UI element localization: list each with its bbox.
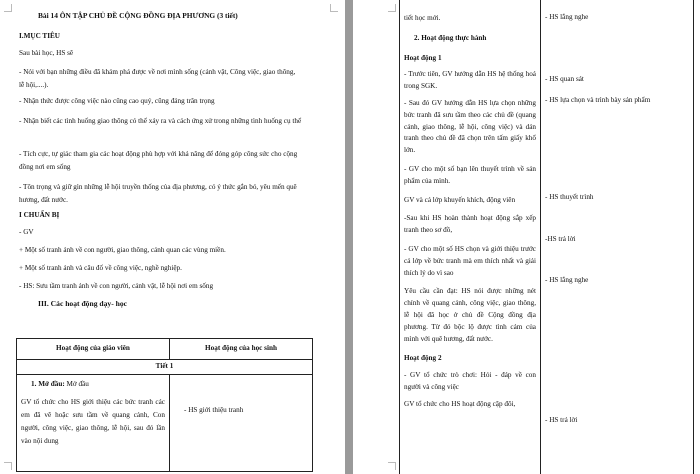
- teacher-text: tiết học mới.: [404, 14, 441, 22]
- period-label: Tiết 1: [17, 360, 313, 375]
- objective-item: - Tôn trọng và giữ gìn những lễ hội truyền thống của địa phương, có ý thức gắn bó, yêu mến quê hương, đất nước.: [19, 183, 297, 204]
- margin-mark-top-left: [388, 4, 396, 12]
- student-text: - HS giới thiệu tranh: [184, 406, 244, 414]
- prep-item: + Một số tranh ảnh và câu đố về công việc, nghề nghiệp.: [19, 264, 182, 272]
- teacher-text: - GV cho một số bạn lên thuyết trình về sản phẩm của mình.: [404, 164, 536, 185]
- margin-mark-top-left: [4, 4, 12, 12]
- header-student: Hoạt động của học sinh: [170, 339, 313, 360]
- warmup-heading: [21, 379, 165, 391]
- objective-item: - Nhận thức được công việc nào cũng cao quý, cũng đáng trân trọng: [19, 97, 215, 105]
- table-header-row: [17, 339, 313, 360]
- prep-item: - HS: Sưu tầm tranh ảnh về con người, cảnh vật, lễ hội nơi em sống: [19, 282, 214, 290]
- table-row: [400, 0, 694, 474]
- warmup-title: Mở đầu: [66, 380, 89, 388]
- margin-mark-bottom-left: [388, 462, 396, 470]
- table-row-period: [17, 360, 313, 375]
- lesson-title: Bài 14 ÔN TẬP CHỦ ĐỀ CỘNG ĐỒNG ĐỊA PHƯƠNG (3 tiết): [38, 11, 238, 20]
- student-text: - HS lắng nghe: [545, 276, 589, 284]
- teacher-text: GV tổ chức cho HS giới thiệu các bức tranh các em đã vẽ hoặc sưu tầm về quang cảnh, Con người, công việc, giao thông, lễ hội, sau đó lần vào nội dung: [21, 397, 165, 445]
- header-teacher: Hoạt động của giáo viên: [17, 339, 170, 360]
- margin-mark-bottom-left: [4, 462, 12, 470]
- teacher-text: GV tổ chức cho HS hoạt động cặp đôi,: [404, 399, 516, 408]
- objective-item: - Nhận biết các tình huống giao thông có thể xảy ra và cách ứng xử trong những tình huống cụ thể: [19, 117, 302, 125]
- activity-2-label: Hoạt động 2: [404, 354, 442, 363]
- table-row: [17, 375, 313, 472]
- activity-1-label: Hoạt động 1: [404, 53, 442, 62]
- student-text: -HS trả lời: [545, 235, 576, 243]
- activities-table: [16, 338, 313, 472]
- teacher-text: - Trước tiên, GV hướng dẫn HS hệ thống hoá trong SGK.: [404, 70, 536, 91]
- prep-item: - GV: [19, 228, 34, 236]
- student-text: - HS trả lời: [545, 416, 578, 424]
- student-cell: [541, 0, 694, 474]
- heading-activities: III. Các hoạt động dạy- học: [38, 299, 128, 308]
- student-text: - HS quan sát: [545, 75, 584, 83]
- student-text: - HS thuyết trình: [545, 193, 594, 201]
- teacher-text: GV và cả lớp khuyến khích, động viên: [404, 195, 516, 204]
- student-cell: [170, 375, 313, 472]
- heading-objectives: I.MỤC TIÊU: [19, 32, 61, 40]
- objective-item: - Tích cực, tự giác tham gia các hoạt động phù hợp với khả năng để đóng góp công sức cho cộng đồng nơi em sống: [19, 150, 298, 171]
- warmup-label: 1. Mở đầu:: [31, 380, 65, 388]
- document-page-left: [0, 0, 345, 474]
- teacher-text: - GV cho một số HS chọn và giới thiệu trước cả lớp về bức tranh mà em thích nhất và giải thích lý do vì sao: [404, 244, 536, 277]
- margin-mark-top-right: [330, 4, 338, 12]
- teacher-cell: [400, 0, 541, 474]
- teacher-text: -Sau khi HS hoàn thành hoạt động sắp xếp tranh theo sơ đồ,: [404, 214, 536, 235]
- teacher-cell: [17, 375, 170, 472]
- student-text: - HS lắng nghe: [545, 13, 589, 21]
- document-page-right: [353, 0, 700, 474]
- heading-preparation: I CHUẨN BỊ: [19, 211, 60, 219]
- activities-table-continued: [399, 0, 694, 474]
- teacher-text: Yêu cầu cần đạt: HS nói được những nét chính về quang cảnh, công việc, giao thông, lễ hội đã học ở chủ đề Cộng đồng địa phương. Từ đó bộc lộ được tình cảm của mình với quê hương, đất nước.: [404, 287, 536, 343]
- section-practice: 2. Hoạt động thực hành: [414, 33, 487, 42]
- prep-item: + Một số tranh ảnh về con người, giao thông, cảnh quan các vùng miền.: [19, 246, 226, 254]
- teacher-text: - GV tổ chức trò chơi: Hỏi - đáp về con người và công việc: [404, 371, 536, 391]
- student-text: - HS lựa chọn và trình bày sản phẩm: [545, 96, 651, 104]
- objective-item: - Nói với bạn những điều đã khám phá được về nơi mình sống (cảnh vật, Công việc, giao thông, lễ hội,....).: [19, 68, 296, 89]
- teacher-text: - Sau đó GV hướng dẫn HS lựa chọn những bức tranh đã sưu tầm theo các chủ đề (quang cảnh, giao thông, lễ hội, công việc) và dán tranh theo chủ đề đã chọn trên tấm giấy khổ lớn.: [404, 98, 536, 155]
- objectives-intro: Sau bài học, HS sẽ: [19, 49, 74, 57]
